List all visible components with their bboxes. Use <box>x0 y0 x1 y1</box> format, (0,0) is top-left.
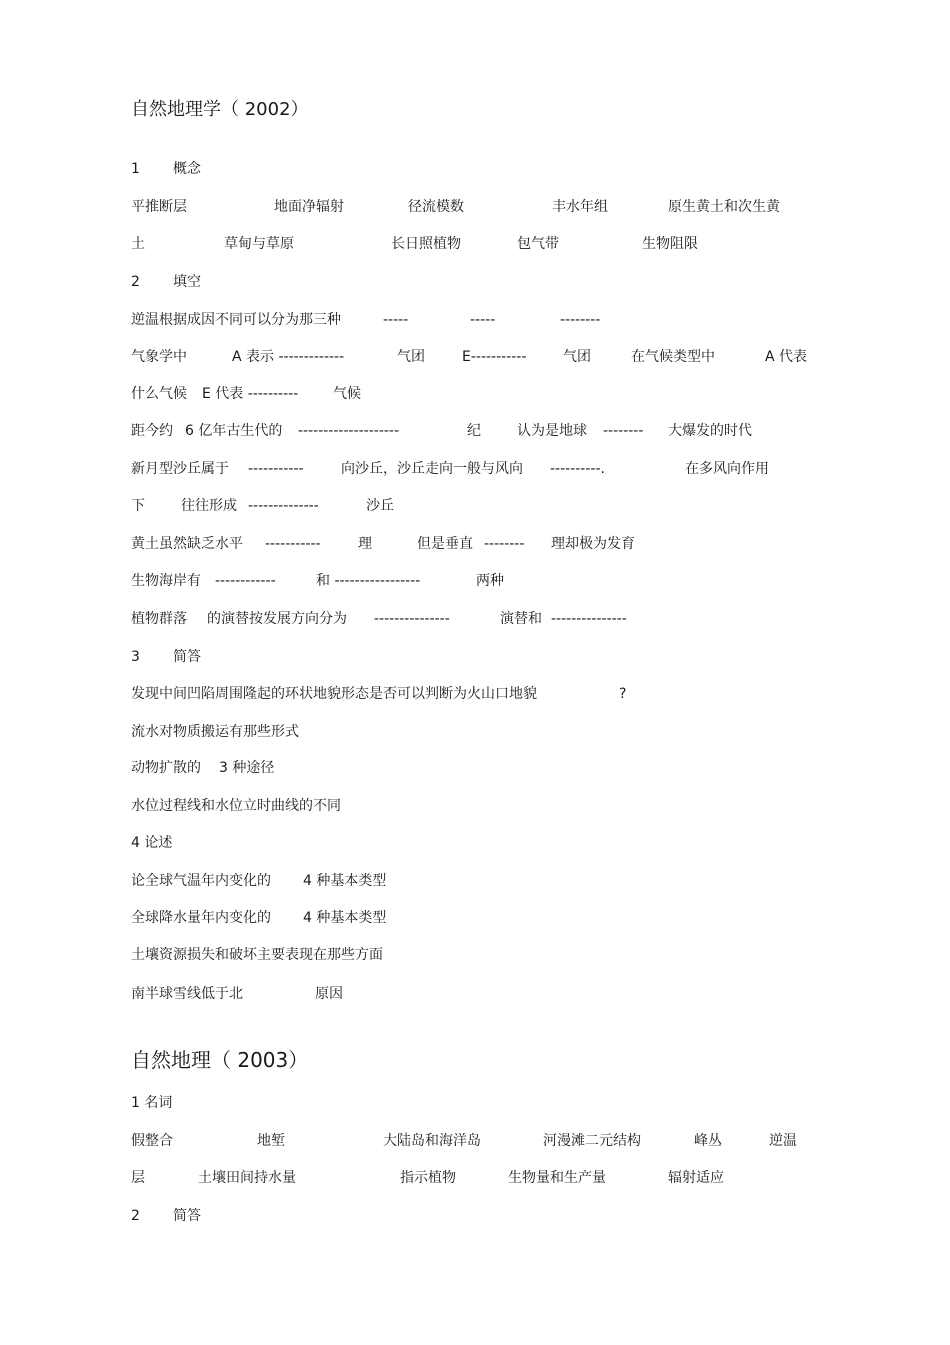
text-segment: 层 <box>131 1170 145 1186</box>
text-line <box>0 869 950 893</box>
text-segment: 气团 <box>563 349 591 365</box>
text-segment: -------- <box>603 423 644 439</box>
text-segment: A 代表 <box>765 349 808 365</box>
text-segment: 6 亿年古生代的 <box>185 423 283 439</box>
text-line <box>0 1166 950 1190</box>
text-segment: 的演替按发展方向分为 <box>207 611 347 627</box>
text-segment: -------------- <box>248 498 319 514</box>
text-line <box>0 756 950 780</box>
text-segment: 在多风向作用 <box>685 461 769 477</box>
text-segment: 理 <box>358 536 372 552</box>
text-line <box>0 382 950 406</box>
text-segment: 大爆发的时代 <box>668 423 752 439</box>
text-segment: 水位过程线和水位立时曲线的不同 <box>131 798 341 814</box>
text-segment: A 表示 ------------- <box>232 349 345 365</box>
text-segment: 简答 <box>173 1208 201 1224</box>
text-line <box>0 569 950 593</box>
text-segment: 气候 <box>333 386 361 402</box>
text-segment: 向沙丘，沙丘走向一般与风向 <box>341 461 523 477</box>
text-segment: 土 <box>131 236 145 252</box>
text-line <box>0 457 950 481</box>
text-line <box>0 794 950 818</box>
text-segment: 地面净辐射 <box>274 199 344 215</box>
text-segment: 逆温 <box>769 1133 797 1149</box>
text-segment: 包气带 <box>517 236 559 252</box>
text-segment: 但是垂直 <box>417 536 473 552</box>
text-segment: 演替和 <box>500 611 542 627</box>
text-segment: 气团 <box>397 349 425 365</box>
text-segment: 径流模数 <box>408 199 464 215</box>
text-line <box>0 982 950 1006</box>
text-line <box>0 270 950 294</box>
text-segment: 黄土虽然缺乏水平 <box>131 536 243 552</box>
text-segment: 峰丛 <box>694 1133 722 1149</box>
text-segment: ----------- <box>265 536 321 552</box>
text-segment: ----------- <box>248 461 304 477</box>
text-segment: 河漫滩二元结构 <box>543 1133 641 1149</box>
text-segment: 气象学中 <box>131 349 187 365</box>
section-heading <box>0 1044 950 1076</box>
text-segment: 自然地理学（ 2002） <box>131 99 309 120</box>
text-segment: 认为是地球 <box>517 423 587 439</box>
text-segment: 逆温根据成因不同可以分为那三种 <box>131 312 341 328</box>
text-segment: 两种 <box>476 573 504 589</box>
text-line <box>0 943 950 967</box>
text-segment: 生物阻限 <box>642 236 698 252</box>
text-segment: 填空 <box>173 274 201 290</box>
section-heading <box>0 95 950 125</box>
text-segment: 南半球雪线低于北 <box>131 986 243 1002</box>
text-segment: 2 <box>131 1208 140 1224</box>
text-segment: 大陆岛和海洋岛 <box>383 1133 481 1149</box>
text-segment: 和 ----------------- <box>316 573 421 589</box>
text-segment: -------- <box>484 536 525 552</box>
text-segment: E----------- <box>462 349 527 365</box>
text-segment: 往往形成 <box>181 498 237 514</box>
text-segment: ? <box>619 686 627 702</box>
text-segment: 理却极为发育 <box>551 536 635 552</box>
text-segment: 4 种基本类型 <box>303 910 387 926</box>
text-segment: --------------- <box>551 611 627 627</box>
text-line <box>0 720 950 744</box>
text-segment: ------------ <box>215 573 276 589</box>
text-segment: 土壤田间持水量 <box>198 1170 296 1186</box>
text-segment: 动物扩散的 <box>131 760 201 776</box>
text-segment: 地堑 <box>257 1133 285 1149</box>
text-segment: 1 名词 <box>131 1095 173 1111</box>
text-segment: 自然地理（ 2003） <box>131 1048 309 1072</box>
text-segment: 指示植物 <box>400 1170 456 1186</box>
text-segment: 草甸与草原 <box>224 236 294 252</box>
text-segment: 流水对物质搬运有那些形式 <box>131 724 299 740</box>
text-line <box>0 195 950 219</box>
text-segment: 3 <box>131 649 140 665</box>
text-line <box>0 157 950 181</box>
text-segment: 假整合 <box>131 1133 173 1149</box>
text-segment: ----- <box>383 312 409 328</box>
text-segment: 距今约 <box>131 423 173 439</box>
text-segment: 发现中间凹陷周围隆起的环状地貌形态是否可以判断为火山口地貌 <box>131 686 537 702</box>
text-line <box>0 494 950 518</box>
text-line <box>0 607 950 631</box>
text-line <box>0 1129 950 1153</box>
text-segment: 新月型沙丘属于 <box>131 461 229 477</box>
text-line <box>0 419 950 443</box>
text-segment: 在气候类型中 <box>631 349 715 365</box>
text-line <box>0 645 950 669</box>
text-line <box>0 682 950 706</box>
text-line <box>0 831 950 855</box>
text-segment: 1 <box>131 161 140 177</box>
text-segment: 原因 <box>315 986 343 1002</box>
text-segment: 4 种基本类型 <box>303 873 387 889</box>
text-segment: 2 <box>131 274 140 290</box>
text-segment: -------- <box>560 312 601 328</box>
text-segment: 全球降水量年内变化的 <box>131 910 271 926</box>
text-segment: ----- <box>470 312 496 328</box>
text-segment: 概念 <box>173 161 201 177</box>
text-segment: 原生黄土和次生黄 <box>668 199 780 215</box>
text-line <box>0 308 950 332</box>
text-segment: 论全球气温年内变化的 <box>131 873 271 889</box>
text-segment: 简答 <box>173 649 201 665</box>
text-line <box>0 1204 950 1228</box>
text-segment: 辐射适应 <box>668 1170 724 1186</box>
text-segment: 植物群落 <box>131 611 187 627</box>
text-line <box>0 532 950 556</box>
text-segment: 生物量和生产量 <box>508 1170 606 1186</box>
text-segment: ----------. <box>550 461 605 477</box>
text-line <box>0 1091 950 1115</box>
text-segment: 4 论述 <box>131 835 173 851</box>
text-segment: 纪 <box>467 423 481 439</box>
text-line <box>0 232 950 256</box>
text-segment: 下 <box>131 498 145 514</box>
text-segment: 长日照植物 <box>391 236 461 252</box>
text-line <box>0 906 950 930</box>
text-segment: -------------------- <box>298 423 400 439</box>
text-segment: 什么气候 <box>131 386 187 402</box>
text-segment: 丰水年组 <box>552 199 608 215</box>
text-segment: 土壤资源损失和破坏主要表现在那些方面 <box>131 947 383 963</box>
text-line <box>0 345 950 369</box>
text-segment: 沙丘 <box>366 498 394 514</box>
text-segment: E 代表 ---------- <box>202 386 299 402</box>
text-segment: 平推断层 <box>131 199 187 215</box>
text-segment: 生物海岸有 <box>131 573 201 589</box>
text-segment: 3 种途径 <box>219 760 275 776</box>
text-segment: --------------- <box>374 611 450 627</box>
